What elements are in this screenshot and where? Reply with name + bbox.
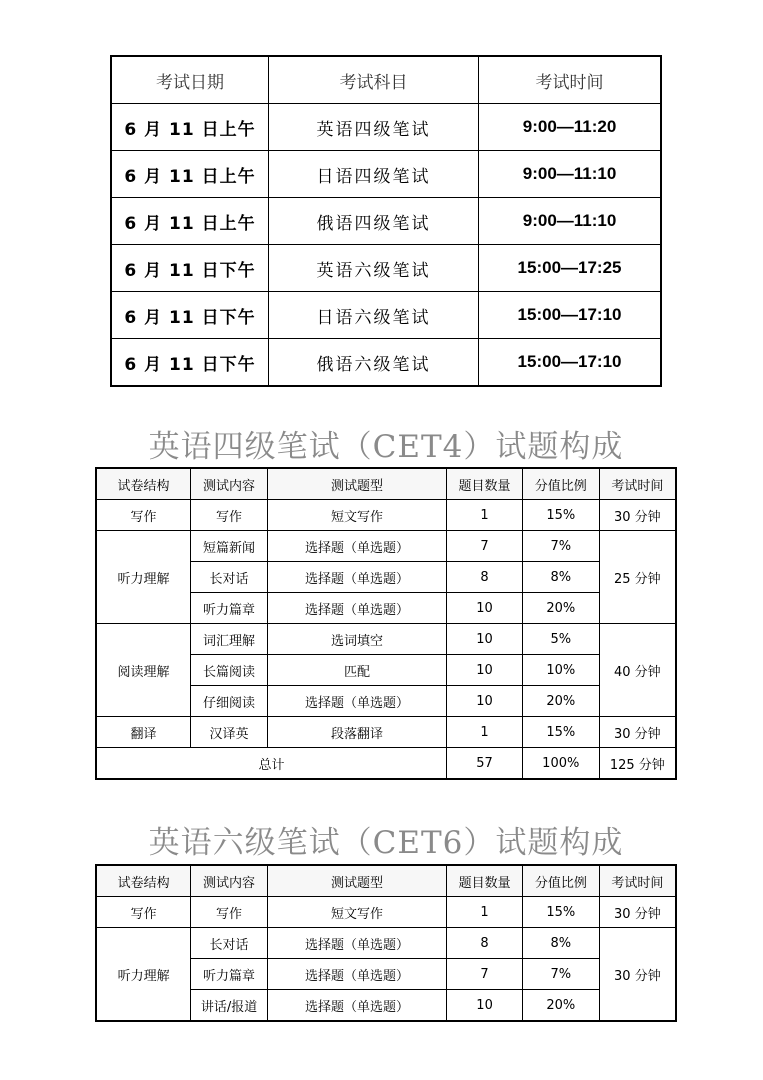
score-ratio: 8% [522,562,599,593]
exam-subject: 日语六级笔试 [268,292,478,339]
exam-date: 6 月 11 日下午 [111,339,268,387]
cet4-structure-table [95,467,677,780]
schedule-row [111,292,661,339]
header-type: 测试题型 [267,865,446,897]
question-type: 段落翻译 [267,717,446,748]
schedule-header-row [111,56,661,104]
exam-date: 6 月 11 日上午 [111,151,268,198]
cet4-section-title: 英语四级笔试（CET4）试题构成 [148,429,624,465]
test-content: 写作 [191,500,268,531]
header-date: 考试日期 [111,56,268,104]
header-ratio: 分值比例 [522,865,599,897]
exam-subject: 俄语四级笔试 [268,198,478,245]
total-label: 总计 [96,748,447,780]
schedule-row [111,198,661,245]
exam-time: 15:00—17:10 [479,339,661,387]
question-type: 选择题（单选题） [267,531,446,562]
question-count: 10 [447,624,523,655]
score-ratio: 7% [522,959,599,990]
header-count: 题目数量 [447,865,523,897]
section-name: 写作 [96,500,191,531]
score-ratio: 15% [522,500,599,531]
question-count: 7 [447,531,523,562]
exam-date: 6 月 11 日上午 [111,198,268,245]
question-count: 1 [447,897,523,928]
table-row-writing [96,897,676,928]
question-type: 选择题（单选题） [267,959,446,990]
header-count: 题目数量 [447,468,523,500]
question-type: 选择题（单选题） [267,928,446,959]
score-ratio: 7% [522,531,599,562]
question-count: 8 [447,928,523,959]
test-content: 长对话 [191,928,268,959]
test-content: 仔细阅读 [191,686,268,717]
table-header-row [96,865,676,897]
section-name: 阅读理解 [96,624,191,717]
table-row-listening [96,531,676,562]
exam-duration: 25 分钟 [599,531,676,624]
question-type: 选词填空 [267,624,446,655]
total-ratio: 100% [522,748,599,780]
score-ratio: 20% [522,593,599,624]
cet6-section-title: 英语六级笔试（CET6）试题构成 [148,825,624,861]
table-row-translation [96,717,676,748]
cet6-structure-table [95,864,677,1022]
question-type: 短文写作 [267,897,446,928]
question-count: 10 [447,593,523,624]
question-type: 选择题（单选题） [267,990,446,1022]
exam-duration: 30 分钟 [599,928,676,1022]
test-content: 写作 [191,897,268,928]
score-ratio: 15% [522,717,599,748]
table-row-reading [96,624,676,655]
total-count: 57 [447,748,523,780]
schedule-row [111,151,661,198]
score-ratio: 20% [522,990,599,1022]
exam-time: 15:00—17:25 [479,245,661,292]
section-name: 听力理解 [96,928,191,1022]
header-structure: 试卷结构 [96,468,191,500]
header-time: 考试时间 [599,865,676,897]
schedule-row [111,245,661,292]
test-content: 讲话/报道 [191,990,268,1022]
test-content: 听力篇章 [191,959,268,990]
header-type: 测试题型 [267,468,446,500]
question-count: 10 [447,655,523,686]
exam-duration: 30 分钟 [599,897,676,928]
header-time: 考试时间 [599,468,676,500]
header-ratio: 分值比例 [522,468,599,500]
section-name: 翻译 [96,717,191,748]
question-type: 短文写作 [267,500,446,531]
test-content: 长篇阅读 [191,655,268,686]
question-count: 1 [447,500,523,531]
header-time: 考试时间 [479,56,661,104]
exam-date: 6 月 11 日下午 [111,292,268,339]
score-ratio: 10% [522,655,599,686]
exam-subject: 日语四级笔试 [268,151,478,198]
schedule-row [111,104,661,151]
test-content: 汉译英 [191,717,268,748]
question-count: 10 [447,686,523,717]
header-structure: 试卷结构 [96,865,191,897]
score-ratio: 8% [522,928,599,959]
exam-duration: 30 分钟 [599,717,676,748]
table-row-listening [96,928,676,959]
section-name: 写作 [96,897,191,928]
question-type: 选择题（单选题） [267,686,446,717]
exam-date: 6 月 11 日上午 [111,104,268,151]
exam-duration: 40 分钟 [599,624,676,717]
schedule-row [111,339,661,387]
score-ratio: 5% [522,624,599,655]
section-name: 听力理解 [96,531,191,624]
exam-duration: 30 分钟 [599,500,676,531]
exam-time: 9:00—11:10 [479,198,661,245]
score-ratio: 15% [522,897,599,928]
question-count: 10 [447,990,523,1022]
question-type: 选择题（单选题） [267,562,446,593]
question-type: 选择题（单选题） [267,593,446,624]
header-content: 测试内容 [191,865,268,897]
exam-time: 15:00—17:10 [479,292,661,339]
exam-schedule-table [110,55,662,387]
test-content: 词汇理解 [191,624,268,655]
test-content: 听力篇章 [191,593,268,624]
exam-subject: 俄语六级笔试 [268,339,478,387]
question-count: 1 [447,717,523,748]
exam-time: 9:00—11:20 [479,104,661,151]
table-header-row [96,468,676,500]
score-ratio: 20% [522,686,599,717]
exam-subject: 英语四级笔试 [268,104,478,151]
test-content: 短篇新闻 [191,531,268,562]
question-count: 7 [447,959,523,990]
table-row-writing [96,500,676,531]
exam-time: 9:00—11:10 [479,151,661,198]
exam-subject: 英语六级笔试 [268,245,478,292]
header-subject: 考试科目 [268,56,478,104]
total-duration: 125 分钟 [599,748,676,780]
question-type: 匹配 [267,655,446,686]
question-count: 8 [447,562,523,593]
exam-date: 6 月 11 日下午 [111,245,268,292]
table-row-total [96,748,676,780]
header-content: 测试内容 [191,468,268,500]
test-content: 长对话 [191,562,268,593]
